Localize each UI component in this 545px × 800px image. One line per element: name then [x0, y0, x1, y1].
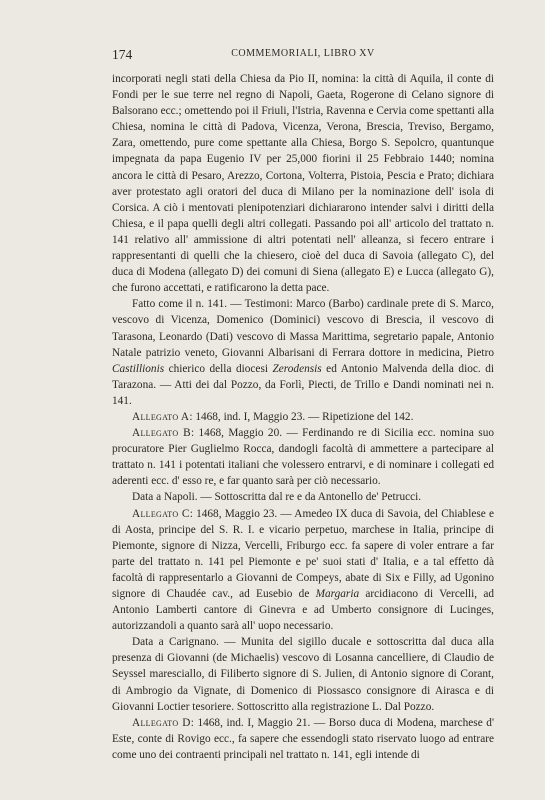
- italic-diocese: Zerodensis: [272, 362, 322, 375]
- paragraph-text: Data a Napoli. — Sottoscritta dal re e da Antonello de' Petrucci.: [132, 491, 422, 504]
- paragraph-data-napoli: [112, 489, 494, 505]
- paragraph-text: : 1468, Maggio 23. — Amedeo IX duca di Savoia, del Chiablese e di Aosta, principe del S. R. I. e vicario perpetuo, marchese in Italia, principe di Piemonte, signore di Nizza, Vercelli, Friburgo ecc. fa sapere di voler entrare a far parte del trattato n. 141 pel Piemonte e pe' suoi stati d' Italia, e a tal effetto dà facoltà di rappresentarlo a Giovanni de Compeys, abate di Six e Filly, ad Ugonino signore di Chaudée cav., ad Eusebio de: [112, 507, 494, 600]
- running-title: COMMEMORIALI, LIBRO XV: [231, 48, 375, 59]
- paragraph-witnesses: [112, 296, 494, 409]
- paragraph-text: incorporati negli stati della Chiesa da Pio II, nomina: la città di Aquila, il conte di Fondi per le sue terre nel regno di Napoli, Gaeta, Rogerone di Celano signore di Balsorano ecc.; omettendo poi il Friuli, l'Istria, Ravenna e Cervia come spettanti alla Chiesa, nomina le città di Padova, Vicenza, Verona, Brescia, Treviso, Bergamo, Zara, omettendo, pure come spettante alla Chiesa, Borgo S. Sepolcro, quantunque impegnata da papa Eugenio IV per 25,000 fiorini il 25 Febbraio 1440; nomina ancora le città di Pesaro, Arezzo, Cortona, Volterra, Pistoia, Pescia e Prato; dichiara aver protestato agli oratori del duca di Milano per la nominazione dell' isola di Corsica. A ciò i mentovati plenipotenziari dichiararono intender salvi i diritti della Chiesa, e il papa quelli degli altri collegati. Passando poi all' articolo del trattato n. 141 relativo all' ammissione di altri potentati nell' alleanza, si fecero entrare i rappresentanti di quelli che la chiesero, cioè del duca di Savoia (allegato C), del duca di Modena (allegato D) dei comuni di Siena (allegato E) e Lucca (allegato G), che furono accettati, e ratificarono la detta pace.: [112, 73, 494, 295]
- paragraph-text: : 1468, ind. I, Maggio 21. — Borso duca di Modena, marchese d' Este, conte di Rovigo ecc., fa sapere che essendogli stato riservato luogo ad entrare come uno dei contraenti principali nel trattato n. 141, egli intende di: [112, 716, 494, 761]
- paragraph-text: ed Antonio Malvenda della dioc. di Tarazona. — Atti dei dal Pozzo, da Forlì, Piecti, de Trillo e Dandi nominati nei n. 141.: [112, 362, 494, 407]
- paragraph-text: chierico della diocesi: [164, 362, 273, 375]
- paragraph-allegato-a: [112, 409, 494, 425]
- paragraph-treaty-nominations: [112, 71, 494, 296]
- body-text: [112, 71, 494, 763]
- allegato-label: Allegato D: [132, 716, 191, 729]
- paragraph-allegato-b: [112, 425, 494, 489]
- page-header: [112, 47, 494, 63]
- paragraph-text: Fatto come il n. 141. — Testimoni: Marco (Barbo) cardinale prete di S. Marco, vescovo di Vicenza, Domenico (Dominici) vescovo di Brescia, il vescovo di Tarasona, Leonardo (Dati) vescovo di Massa Marittima, segretario papale, Antonio Natale patrizio veneto, Giovanni Albarisani di Ferrara dottore in medicina, Pietro: [112, 298, 494, 359]
- page-number: 174: [112, 47, 133, 62]
- italic-name: Margaria: [315, 588, 360, 600]
- italic-name: Castillionis: [112, 362, 165, 375]
- paragraph-text: : 1468, Maggio 20. — Ferdinando re di Sicilia ecc. nomina suo procuratore Pier Guglielmo Rocca, dandogli facoltà di ammettere a partecipare al trattato n. 141 i potentati italiani che volessero entrarvi, e di nominare i collegati ed aderenti ecc. d' esso re, e far quanto sarà per ciò necessario.: [112, 427, 494, 488]
- paragraph-allegato-c: [112, 506, 494, 635]
- paragraph-text: arcidiacono di Vercelli, ad Antonio Lamberti cantore di Ginevra e ad Umberto consignore di Lucinges, autorizzandoli a quanto sarà all' uopo necessario.: [112, 588, 494, 633]
- paragraph-text: Data a Carignano. — Munita del sigillo ducale e sottoscritta dal duca alla presenza di Giovanni (de Michaelis) vescovo di Losanna cancelliere, di Claudio de Seyssel maresciallo, di Filiberto signore di S. Julien, di Antonio signore di Corant, di Ambrogio da Vignate, di Domenico di Piossasco consignore di Airasca e di Giovanni Loctier tesoriere. Sottoscritto alla registrazione L. Dal Pozzo.: [112, 636, 494, 713]
- paragraph-allegato-d: [112, 715, 494, 763]
- paragraph-text: : 1468, ind. I, Maggio 23. — Ripetizione del 142.: [189, 410, 414, 423]
- allegato-label: Allegato A: [132, 410, 190, 423]
- paragraph-data-carignano: [112, 634, 494, 714]
- allegato-label: Allegato B: [132, 427, 191, 440]
- allegato-label: Allegato C: [132, 507, 190, 520]
